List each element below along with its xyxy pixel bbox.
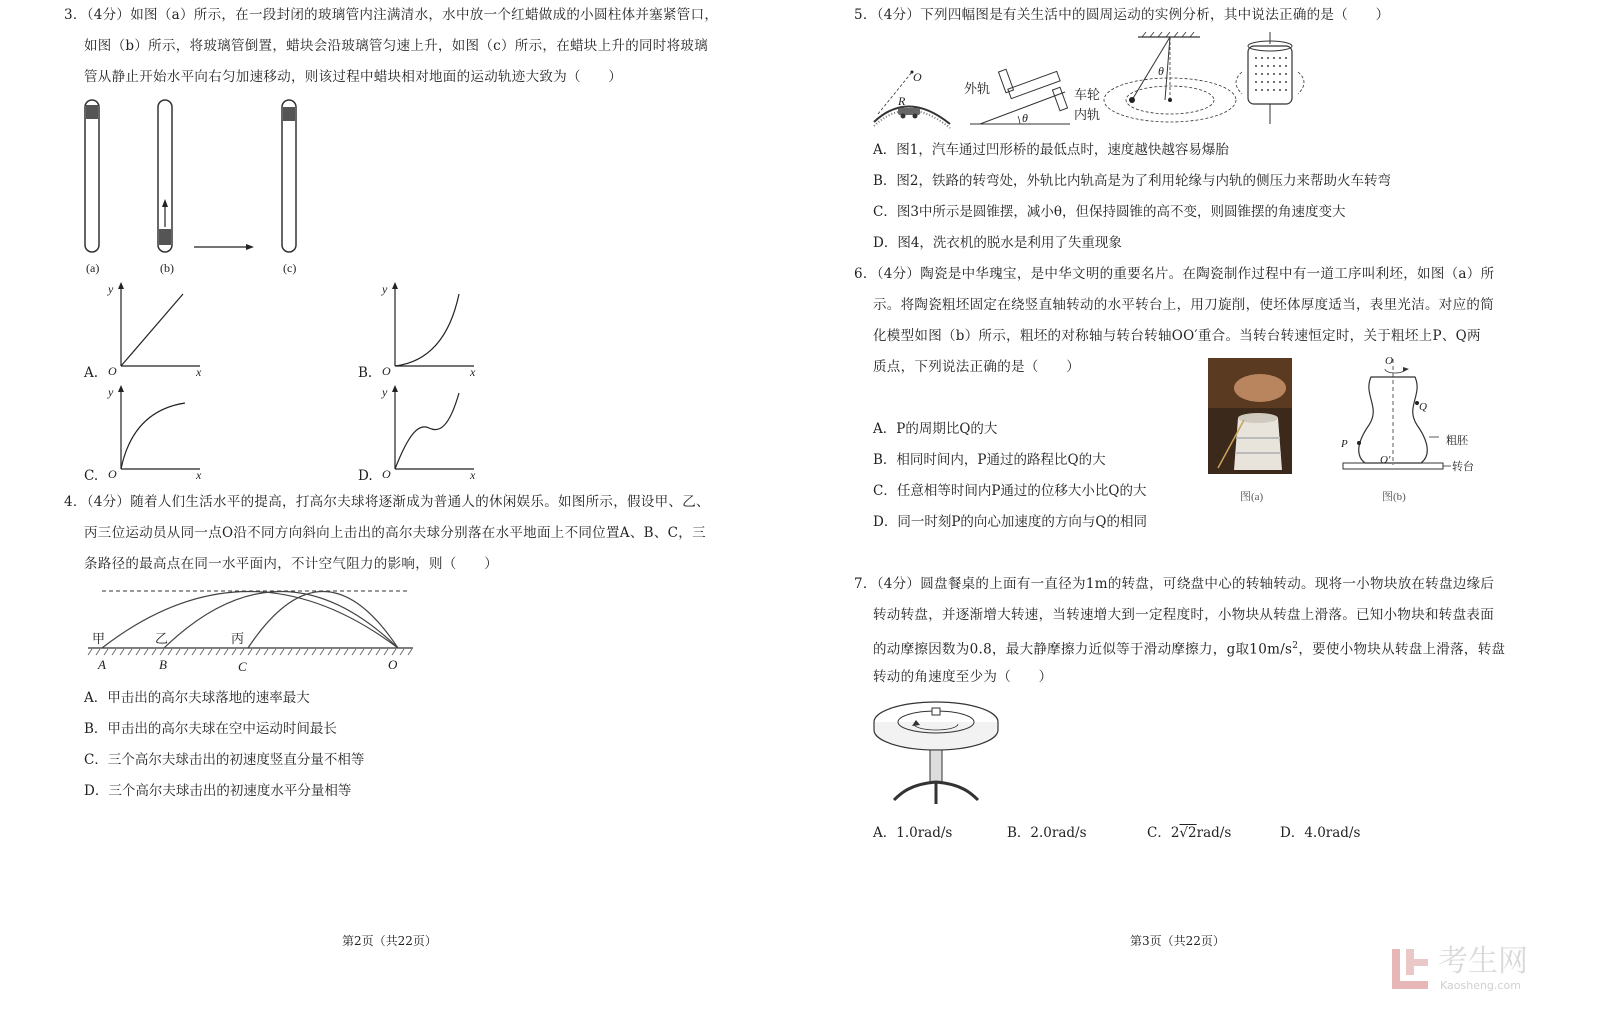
q4-line2: 丙三位运动员从同一点O沿不同方向斜向上击出的高尔夫球分别落在水平地面上不同位置A、B、C，三 (84, 525, 706, 541)
fig-label-c: (c) (283, 261, 297, 275)
q7-line3-part2: ，要使小物块从转盘上滑落，转盘 (1298, 641, 1506, 658)
q3-line3: 管从静止开始水平向右匀加速移动，则该过程中蜡块相对地面的运动轨迹大致为（ ） (84, 69, 623, 85)
q6-label-o: O (1385, 355, 1393, 367)
q7-option-d[interactable]: D．4.0rad/s (1280, 825, 1361, 841)
q5-option-c[interactable]: C．图3中所示是圆锥摆，减小θ，但保持圆锥的高不变，则圆锥摆的角速度变大 (873, 204, 1346, 220)
q3b-axis-y: y (382, 282, 388, 296)
q4-point-c: C (238, 659, 247, 674)
q6-label-zhuantai: 转台 (1452, 461, 1474, 473)
q4-line1: 4．（4分）随着人们生活水平的提高，打高尔夫球将逐渐成为普通人的休闲娱乐。如图所示，假设甲、乙、 (64, 494, 710, 510)
q5-fig1-r: R (898, 94, 906, 108)
q7-option-a[interactable]: A．1.0rad/s (873, 825, 953, 841)
q3a-axis-y: y (108, 282, 114, 296)
q7-turntable-figure (870, 700, 1010, 810)
q6-label-p: P (1341, 438, 1348, 450)
q4-label-yi: 乙 (155, 631, 169, 646)
right-page-footer: 第3页（共22页） (1130, 934, 1225, 948)
q6-option-d[interactable]: D．同一时刻P的向心加速度的方向与Q的相同 (873, 514, 1147, 530)
q6-line1: 6．（4分）陶瓷是中华瑰宝，是中华文明的重要名片。在陶瓷制作过程中有一道工序叫利坯，如图（a）所 (854, 266, 1495, 282)
q3-option-d-label[interactable]: D. (358, 468, 373, 484)
q4-label-bing: 丙 (231, 631, 245, 646)
q4-option-b[interactable]: B．甲击出的高尔夫球在空中运动时间最长 (84, 721, 337, 737)
trajectory-bing (248, 592, 398, 649)
left-page-footer: 第2页（共22页） (342, 934, 437, 948)
q7-line3-superscript: 2 (1292, 641, 1299, 651)
wax-block-a (86, 105, 98, 119)
q4-golf-figure (88, 585, 418, 670)
q3-option-d-graph (379, 383, 479, 483)
q5-wheel: 车轮 (1074, 87, 1101, 102)
q7-option-c[interactable] (1147, 824, 1231, 842)
q4-option-d[interactable]: D．三个高尔夫球击出的初速度水平分量相等 (84, 783, 352, 799)
q4-option-c[interactable]: C．三个高尔夫球击出的初速度竖直分量不相等 (84, 752, 365, 768)
tube-c (282, 100, 296, 252)
q7-option-c-radical: √2 (1179, 825, 1197, 841)
watermark-logo-icon (1390, 945, 1432, 993)
q6-line3: 化模型如图（b）所示，粗坯的对称轴与转台转轴OO′重合。当转台转速恒定时，关于粗坯上P、Q两 (873, 328, 1481, 344)
watermark (1390, 945, 1550, 995)
q5-line1: 5．（4分）下列四幅图是有关生活中的圆周运动的实例分析，其中说法正确的是（ ） (854, 7, 1390, 23)
q3b-origin: O (382, 364, 391, 378)
q3-option-a-graph (105, 280, 205, 380)
fig-label-a: (a) (86, 261, 100, 275)
q6-option-b[interactable]: B．相同时间内，P通过的路程比Q的大 (873, 452, 1106, 468)
q4-line3: 条路径的最高点在同一水平面内，不计空气阻力的影响，则（ ） (84, 556, 498, 572)
q5-option-a[interactable]: A．图1，汽车通过凹形桥的最低点时，速度越快越容易爆胎 (873, 142, 1229, 158)
q3d-axis-y: y (382, 385, 388, 399)
q5-fig1-o: O (913, 70, 922, 84)
fig-label-b: (b) (160, 261, 174, 275)
trajectory-yi (164, 592, 398, 649)
wax-block-b (159, 229, 171, 245)
q3-option-c-label[interactable]: C. (84, 468, 99, 484)
q5-fig2-theta: θ (1022, 111, 1028, 125)
q5-fig4-washer-drum (1236, 32, 1304, 124)
q7-line2: 转动转盘，并逐渐增大转速，当转速增大到一定程度时，小物块从转盘上滑落。已知小物块和转盘表面 (873, 607, 1494, 623)
trajectory-jia (102, 592, 398, 649)
q3c-axis-y: y (108, 385, 114, 399)
q6-label-oprime: O′ (1380, 454, 1391, 466)
q4-point-b: B (159, 657, 167, 672)
q3a-axis-x: x (196, 365, 202, 379)
q5-option-d[interactable]: D．图4，洗衣机的脱水是利用了失重现象 (873, 235, 1122, 251)
q5-fig3-conical-pendulum (1104, 32, 1236, 122)
q6-line4: 质点，下列说法正确的是（ ） (873, 359, 1080, 375)
q4-label-jia: 甲 (92, 631, 106, 646)
q3a-origin: O (108, 364, 117, 378)
q3d-axis-x: x (470, 468, 476, 482)
q7-line3 (873, 637, 1505, 659)
wax-block-c (283, 107, 295, 121)
q5-option-b[interactable]: B．图2，铁路的转弯处，外轨比内轨高是为了利用轮缘与内轨的侧压力来帮助火车转弯 (873, 173, 1392, 189)
q5-outer-rail: 外轨 (964, 81, 991, 96)
q3-option-c-graph (105, 383, 205, 483)
watermark-en: Kaosheng.com (1440, 979, 1521, 992)
q6-label-q: Q (1419, 401, 1427, 413)
watermark-cn: 考生网 (1438, 944, 1528, 979)
q3-option-b-label[interactable]: B. (358, 365, 373, 381)
q3-option-a-label[interactable]: A. (84, 365, 99, 381)
q7-line3-part1: 的动摩擦因数为0.8，最大静摩擦力近似等于滑动摩擦力，g取10m/s (873, 641, 1293, 658)
q6-line2: 示。将陶瓷粗坯固定在绕竖直轴转动的水平转台上，用刀旋削，使坯体厚度适当，表里光洁。对应的简 (873, 297, 1494, 313)
q3-line2: 如图（b）所示，将玻璃管倒置，蜡块会沿玻璃管匀速上升，如图（c）所示，在蜡块上升的同时将玻璃 (84, 38, 709, 54)
q6-caption-a: 图(a) (1240, 491, 1264, 503)
q3d-origin: O (382, 467, 391, 481)
q7-option-c-prefix: C．2 (1147, 825, 1180, 841)
q7-line1: 7．（4分）圆盘餐桌的上面有一直径为1m的转盘，可绕盘中心的转轴转动。现将一小物块放在转盘边缘后 (854, 576, 1495, 592)
q6-label-cupi: 粗胚 (1446, 435, 1468, 447)
q7-option-c-unit: rad/s (1196, 825, 1232, 841)
q3-line1: 3．（4分）如图（a）所示，在一段封闭的玻璃管内注满清水，水中放一个红蜡做成的小圆柱体并塞紧管口， (64, 7, 719, 23)
tube-a (85, 100, 99, 252)
q4-point-a: A (98, 657, 106, 672)
q6-caption-b: 图(b) (1382, 491, 1406, 503)
q7-option-b[interactable]: B．2.0rad/s (1007, 825, 1087, 841)
q4-option-a[interactable]: A．甲击出的高尔夫球落地的速率最大 (84, 690, 310, 706)
q5-fig1-concave-bridge (874, 71, 950, 129)
q5-inner-rail: 内轨 (1074, 107, 1101, 122)
q5-fig3-theta: θ (1158, 64, 1164, 78)
q6-pottery-photo (1208, 358, 1292, 474)
q3c-origin: O (108, 467, 117, 481)
q6-option-a[interactable]: A．P的周期比Q的大 (873, 421, 998, 437)
q6-vase-diagram (1335, 355, 1465, 480)
q3-tubes-figure (78, 95, 318, 280)
q7-line4: 转动的角速度至少为（ ） (873, 669, 1053, 685)
q4-point-o: O (388, 657, 398, 672)
q6-option-c[interactable]: C．任意相等时间内P通过的位移大小比Q的大 (873, 483, 1147, 499)
q3-option-b-graph (379, 280, 479, 380)
q3b-axis-x: x (470, 365, 476, 379)
q3c-axis-x: x (196, 468, 202, 482)
